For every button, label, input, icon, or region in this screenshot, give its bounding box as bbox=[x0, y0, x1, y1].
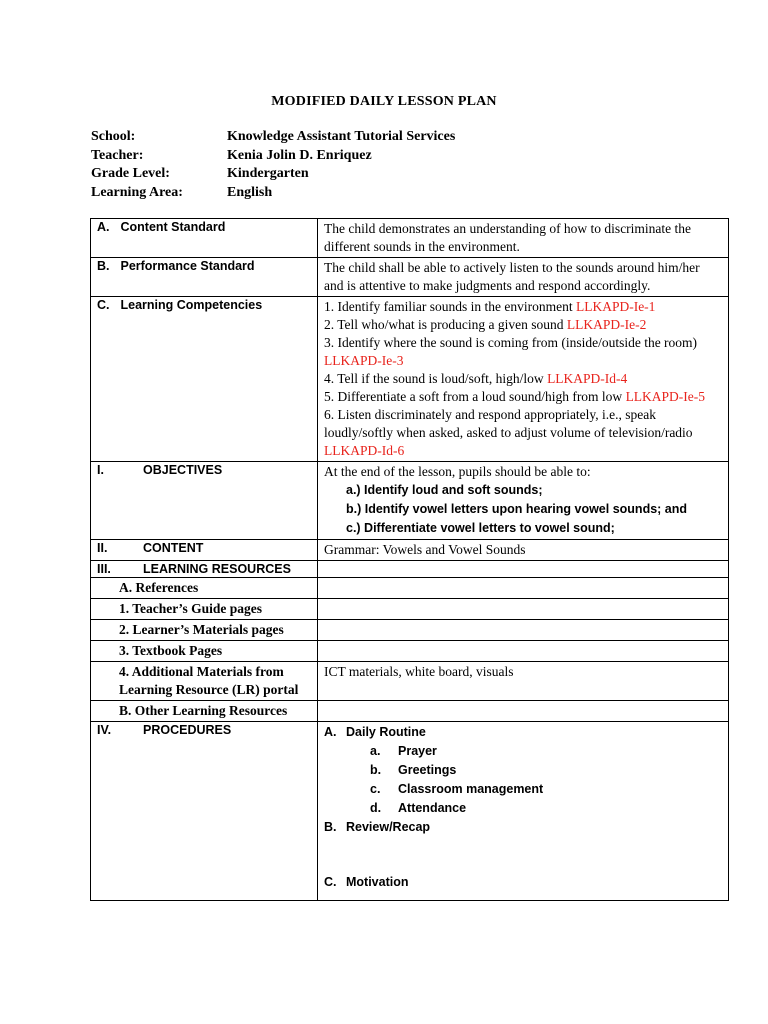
info-value: Kindergarten bbox=[227, 166, 309, 181]
objectives-intro: At the end of the lesson, pupils should be able to: bbox=[324, 464, 591, 479]
content-standard-label: A. Content Standard bbox=[91, 219, 318, 258]
row-content bbox=[91, 540, 729, 561]
competency-item: 5. Differentiate a soft from a loud sound/high from low LLKAPD-Ie-5 bbox=[324, 389, 706, 404]
procedures-label: IV. PROCEDURES bbox=[91, 722, 318, 901]
competency-item: 6. Listen discriminately and respond appropriately, i.e., speak loudly/softly when asked, asked to adjust volume of television/radio LLKAPD-Id-6 bbox=[324, 407, 693, 458]
teachers-guide-label: 1. Teacher’s Guide pages bbox=[91, 599, 318, 620]
textbook-label: 3. Textbook Pages bbox=[91, 641, 318, 662]
objective-item: b.) Identify vowel letters upon hearing vowel sounds; and bbox=[346, 502, 688, 516]
row-content-standard bbox=[91, 219, 729, 258]
procedure-spacer bbox=[324, 837, 722, 873]
info-value: Knowledge Assistant Tutorial Services bbox=[227, 129, 456, 144]
row-procedures bbox=[91, 722, 729, 901]
objectives-label: I. OBJECTIVES bbox=[91, 462, 318, 540]
references-label: A. References bbox=[91, 578, 318, 599]
routine-item: c. Classroom management bbox=[370, 782, 544, 796]
routine-item: d. Attendance bbox=[370, 801, 467, 815]
procedures-list bbox=[324, 723, 722, 892]
row-references bbox=[91, 578, 729, 599]
other-resources-value bbox=[318, 701, 729, 722]
objectives-list bbox=[324, 481, 722, 538]
routine-item: a. Prayer bbox=[370, 744, 437, 758]
row-additional-materials bbox=[91, 662, 729, 701]
additional-materials-text: ICT materials, white board, visuals bbox=[318, 662, 729, 701]
competency-code: LLKAPD-Id-4 bbox=[547, 371, 628, 386]
performance-standard-label: B. Performance Standard bbox=[91, 258, 318, 297]
procedure-review-recap: B. Review/Recap bbox=[324, 820, 431, 834]
info-value: English bbox=[227, 184, 273, 200]
learning-competencies-label: C. Learning Competencies bbox=[91, 297, 318, 462]
performance-standard-text: The child shall be able to actively listen to the sounds around him/her and is attentive to make judgments and respond accordingly. bbox=[318, 258, 729, 297]
lesson-plan-table bbox=[90, 218, 729, 901]
learners-materials-value bbox=[318, 620, 729, 641]
competency-code: LLKAPD-Ie-3 bbox=[324, 353, 404, 368]
routine-item: b. Greetings bbox=[370, 763, 457, 777]
info-block bbox=[91, 128, 455, 202]
info-key: School: bbox=[91, 129, 136, 144]
content-standard-text: The child demonstrates an understanding of how to discriminate the different sounds in the environment. bbox=[318, 219, 729, 258]
procedure-daily-routine: A. Daily Routine bbox=[324, 725, 426, 739]
info-row-teacher bbox=[91, 147, 455, 166]
teachers-guide-value bbox=[318, 599, 729, 620]
content-text: Grammar: Vowels and Vowel Sounds bbox=[318, 540, 729, 561]
textbook-value bbox=[318, 641, 729, 662]
references-value bbox=[318, 578, 729, 599]
objectives-cell bbox=[318, 462, 729, 540]
row-performance-standard bbox=[91, 258, 729, 297]
competency-code: LLKAPD-Ie-2 bbox=[566, 317, 647, 332]
info-key: Learning Area: bbox=[91, 184, 183, 200]
info-key: Teacher: bbox=[91, 147, 144, 163]
competency-item: 1. Identify familiar sounds in the environment LLKAPD-Ie-1 bbox=[324, 299, 656, 314]
procedure-motivation: C. Motivation bbox=[324, 875, 409, 889]
additional-materials-label: 4. Additional Materials from Learning Resource (LR) portal bbox=[91, 662, 318, 701]
row-learners-materials bbox=[91, 620, 729, 641]
info-row-school bbox=[91, 128, 455, 147]
row-learning-competencies bbox=[91, 297, 729, 462]
row-learning-resources bbox=[91, 561, 729, 578]
row-objectives bbox=[91, 462, 729, 540]
learning-competencies-list bbox=[318, 297, 729, 462]
objective-item: c.) Differentiate vowel letters to vowel sound; bbox=[346, 521, 615, 535]
learning-resources-label: III. LEARNING RESOURCES bbox=[91, 561, 318, 578]
document-title: MODIFIED DAILY LESSON PLAN bbox=[271, 94, 497, 109]
content-label: II. CONTENT bbox=[91, 540, 318, 561]
competency-code: LLKAPD-Ie-5 bbox=[625, 389, 706, 404]
row-other-resources bbox=[91, 701, 729, 722]
info-row-learning-area bbox=[91, 184, 455, 203]
competency-item: 3. Identify where the sound is coming from (inside/outside the room) LLKAPD-Ie-3 bbox=[324, 335, 698, 368]
row-textbook bbox=[91, 641, 729, 662]
other-resources-label: B. Other Learning Resources bbox=[91, 701, 318, 722]
learning-resources-value bbox=[318, 561, 729, 578]
objective-item: a.) Identify loud and soft sounds; bbox=[346, 483, 543, 497]
competency-code: LLKAPD-Id-6 bbox=[324, 443, 405, 458]
procedures-cell bbox=[318, 722, 729, 901]
info-value: Kenia Jolin D. Enriquez bbox=[227, 147, 372, 163]
info-row-grade-level bbox=[91, 165, 455, 184]
competency-item: 2. Tell who/what is producing a given sound LLKAPD-Ie-2 bbox=[324, 317, 647, 332]
row-teachers-guide bbox=[91, 599, 729, 620]
info-key: Grade Level: bbox=[91, 166, 170, 181]
learners-materials-label: 2. Learner’s Materials pages bbox=[91, 620, 318, 641]
competency-item: 4. Tell if the sound is loud/soft, high/low LLKAPD-Id-4 bbox=[324, 371, 628, 386]
competency-code: LLKAPD-Ie-1 bbox=[575, 299, 656, 314]
